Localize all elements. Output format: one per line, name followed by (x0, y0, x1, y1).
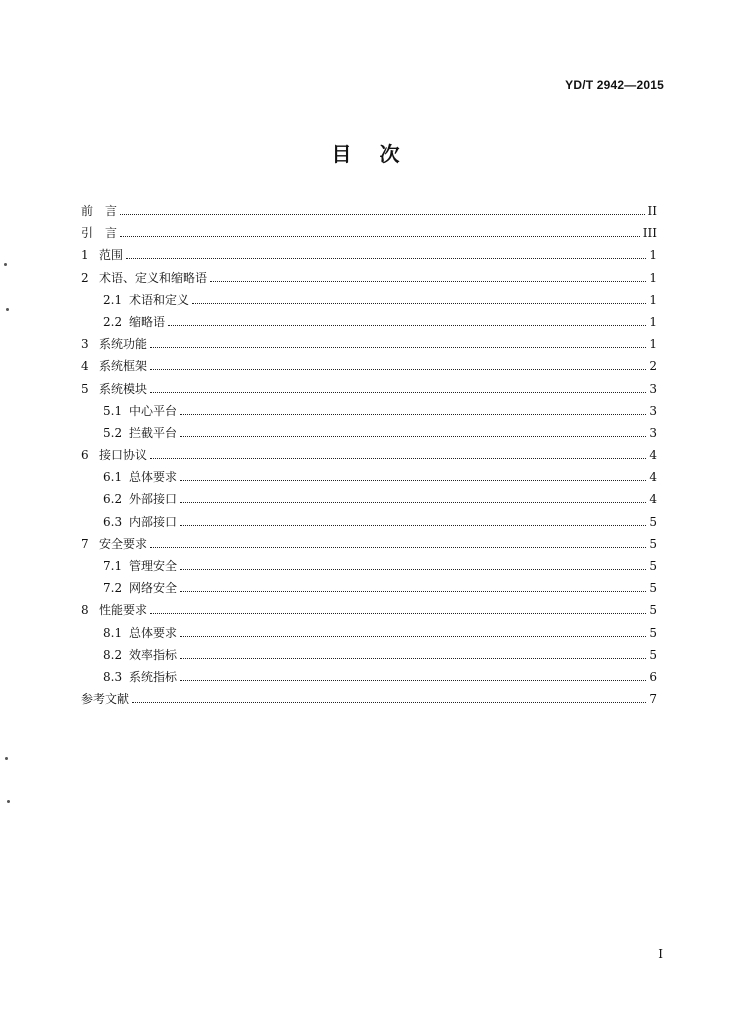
toc-entry-label: 系统功能 (99, 337, 148, 352)
toc-leader-dots (180, 524, 646, 526)
toc-entry-number: 2 (81, 270, 89, 285)
toc-leader-dots (180, 413, 646, 415)
toc-entry-number: 6.1 (103, 470, 123, 485)
toc-leader-dots (150, 546, 646, 548)
toc-entry-label: 术语、定义和缩略语 (99, 270, 208, 285)
toc-leader-dots (126, 257, 646, 259)
toc-entry[interactable] (81, 200, 657, 222)
toc-entry-label: 安全要求 (99, 536, 148, 551)
toc-entry[interactable] (81, 400, 657, 422)
toc-entry-page: 4 (649, 492, 657, 507)
toc-entry-number: 6.3 (103, 514, 123, 529)
toc-leader-dots (180, 657, 646, 659)
scan-speck (7, 800, 10, 803)
toc-entry-number: 7.2 (103, 581, 123, 596)
toc-entry[interactable] (81, 511, 657, 533)
toc-entry[interactable] (81, 577, 657, 599)
toc-entry-page: 5 (649, 603, 657, 618)
toc-leader-dots (120, 213, 645, 215)
toc-entry-label: 拦截平台 (129, 425, 178, 440)
toc-entry[interactable] (81, 644, 657, 666)
toc-entry-page: 1 (649, 248, 657, 263)
toc-entry-page: 5 (649, 647, 657, 662)
toc-entry-page: II (647, 204, 657, 218)
toc-entry-page: 5 (649, 559, 657, 573)
toc-entry-page: 5 (649, 514, 657, 529)
toc-leader-dots (180, 435, 646, 437)
toc-entry[interactable] (81, 244, 657, 266)
toc-entry-number: 6 (81, 448, 89, 463)
toc-entry[interactable] (81, 289, 657, 311)
toc-entry-number: 5 (81, 381, 89, 396)
scan-speck (4, 263, 7, 266)
toc-leader-dots (180, 501, 646, 503)
toc-entry-number: 4 (81, 359, 89, 374)
toc-entry-label: 系统框架 (99, 359, 148, 374)
toc-entry[interactable] (81, 355, 657, 377)
toc-entry-number: 8 (81, 603, 89, 618)
toc-entry-page: 3 (649, 425, 657, 440)
toc-entry-number: 5.2 (103, 425, 123, 440)
toc-entry-page: 7 (649, 692, 657, 707)
toc-entry[interactable] (81, 533, 657, 555)
toc-entry-page: 1 (649, 292, 657, 307)
toc-entry-page: 1 (649, 337, 657, 352)
toc-entry[interactable] (81, 622, 657, 644)
toc-entry-number: 5.1 (103, 403, 123, 418)
toc-entry-number: 7.1 (103, 559, 123, 573)
toc-entry-label: 内部接口 (129, 514, 178, 529)
toc-entry-label: 系统模块 (99, 381, 148, 396)
toc-entry[interactable] (81, 444, 657, 466)
toc-entry-number: 8.1 (103, 625, 123, 640)
toc-entry[interactable] (81, 378, 657, 400)
toc-entry[interactable] (81, 666, 657, 688)
toc-entry-page: 1 (649, 270, 657, 285)
toc-entry-label: 总体要求 (129, 625, 178, 640)
toc-entry[interactable] (81, 688, 657, 710)
toc-entry-label: 前 言 (81, 204, 118, 218)
toc-entry[interactable] (81, 466, 657, 488)
toc-leader-dots (180, 635, 646, 637)
toc-entry-page: III (642, 226, 657, 241)
toc-entry[interactable] (81, 222, 657, 244)
toc-entry-page: 3 (649, 381, 657, 396)
toc-leader-dots (150, 391, 646, 393)
toc-entry-number: 2.2 (103, 314, 123, 329)
toc-leader-dots (150, 346, 646, 348)
toc-leader-dots (132, 701, 646, 703)
toc-entry-label: 管理安全 (129, 559, 178, 573)
toc-entry-page: 3 (649, 403, 657, 418)
toc-entry-page: 4 (649, 470, 657, 485)
toc-entry[interactable] (81, 267, 657, 289)
toc-entry[interactable] (81, 333, 657, 355)
toc-entry-page: 6 (649, 669, 657, 684)
toc-leader-dots (192, 302, 646, 304)
page-title: 目次 (331, 142, 428, 166)
toc-entry-label: 引 言 (81, 226, 118, 241)
toc-leader-dots (150, 612, 646, 614)
toc-leader-dots (180, 479, 646, 481)
table-of-contents (81, 200, 657, 710)
toc-leader-dots (120, 235, 640, 237)
toc-entry-label: 系统指标 (129, 669, 178, 684)
toc-entry-number: 7 (81, 536, 89, 551)
scan-speck (5, 757, 8, 760)
toc-leader-dots (180, 568, 646, 570)
toc-entry-number: 2.1 (103, 292, 123, 307)
toc-entry-label: 中心平台 (129, 403, 178, 418)
toc-entry-label: 性能要求 (99, 603, 148, 618)
page-number: I (658, 947, 663, 961)
toc-entry-label: 效率指标 (129, 647, 178, 662)
toc-entry-page: 1 (649, 314, 657, 329)
toc-entry-label: 范围 (99, 248, 124, 263)
toc-entry-label: 参考文献 (81, 692, 130, 707)
scan-speck (6, 308, 9, 311)
toc-entry[interactable] (81, 311, 657, 333)
toc-entry-label: 接口协议 (99, 448, 148, 463)
toc-entry-page: 5 (649, 536, 657, 551)
toc-entry-label: 缩略语 (129, 314, 166, 329)
toc-entry-page: 5 (649, 625, 657, 640)
toc-leader-dots (150, 457, 646, 459)
toc-entry[interactable] (81, 599, 657, 621)
toc-entry-label: 术语和定义 (129, 292, 190, 307)
toc-leader-dots (180, 679, 646, 681)
toc-entry-number: 8.3 (103, 669, 123, 684)
standard-code: YD/T 2942—2015 (565, 78, 664, 92)
toc-leader-dots (150, 368, 646, 370)
toc-leader-dots (210, 280, 646, 282)
toc-entry-number: 8.2 (103, 647, 123, 662)
toc-entry-label: 外部接口 (129, 492, 178, 507)
toc-entry-number: 3 (81, 337, 89, 352)
toc-leader-dots (168, 324, 646, 326)
toc-entry[interactable] (81, 555, 657, 577)
toc-entry-page: 4 (649, 448, 657, 463)
toc-leader-dots (180, 590, 646, 592)
toc-entry[interactable] (81, 422, 657, 444)
toc-entry-page: 2 (649, 359, 657, 374)
toc-entry-number: 6.2 (103, 492, 123, 507)
toc-entry-label: 总体要求 (129, 470, 178, 485)
toc-entry-label: 网络安全 (129, 581, 178, 596)
toc-entry-number: 1 (81, 248, 89, 263)
toc-entry[interactable] (81, 488, 657, 510)
toc-entry-page: 5 (649, 581, 657, 596)
